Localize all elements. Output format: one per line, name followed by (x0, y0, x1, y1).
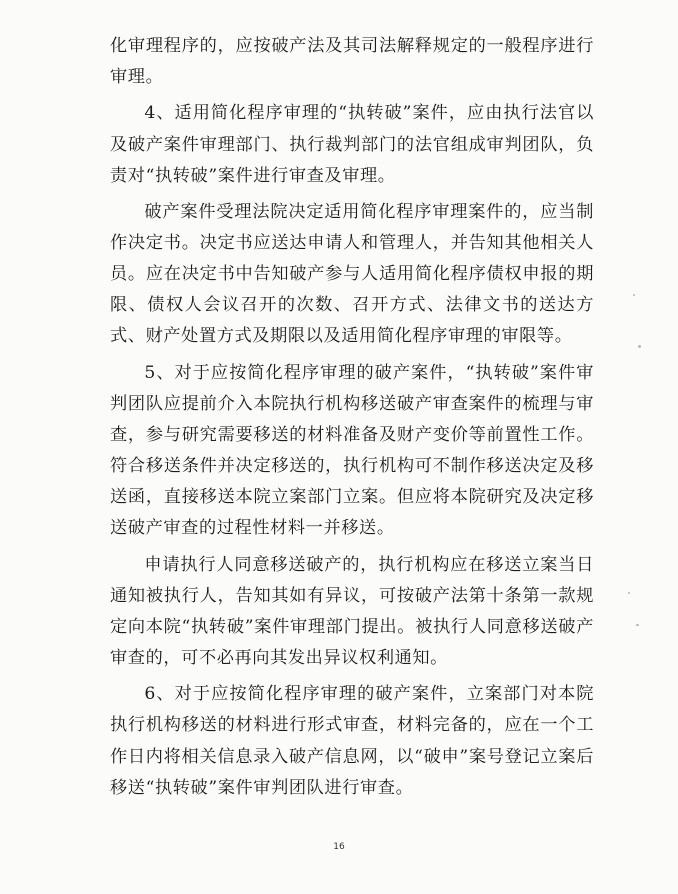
paragraph-4: 5、对于应按简化程序审理的破产案件，“执转破”案件审判团队应提前介入本院执行机构移送破产审查案件的梳理与审查，参与研究需要移送的材料准备及财产变价等前置性工作。符合移送条件并决定移送的，执行机构可不制作移送决定及移送函，直接移送本院立案部门立案。但应将本院研究及决定移送破产审查的过程性材料一并移送。 (110, 362, 594, 539)
paragraph-3: 破产案件受理法院决定适用简化程序审理案件的，应当制作决定书。决定书应送达申请人和管理人，并告知其他相关人员。应在决定书中告知破产参与人适用简化程序债权申报的期限、债权人会议召开的次数、召开方式、法律文书的送达方式、财产处置方式及期限以及适用简化程序审理的审限等。 (110, 202, 594, 347)
scan-speck (638, 345, 641, 348)
scan-speck (628, 592, 630, 594)
paragraph-6: 6、对于应按简化程序审理的破产案件，立案部门对本院执行机构移送的材料进行形式审查，材料完备的，应在一个工作日内将相关信息录入破产信息网，以“破申”案号登记立案后移送“执转破”案件审判团队进行审查。 (110, 684, 594, 798)
paragraph-5: 申请执行人同意移送破产的，执行机构应在移送立案当日通知被执行人，告知其如有异议，可按破产法第十条第一款规定向本院“执转破”案件审理部门提出。被执行人同意移送破产审查的，可不必再向其发出异议权利通知。 (110, 554, 594, 668)
paragraph-2: 4、适用简化程序审理的“执转破”案件，应由执行法官以及破产案件审理部门、执行裁判部门的法官组成审判团队，负责对“执转破”案件进行审查及审理。 (110, 103, 594, 186)
page-number: 16 (333, 842, 345, 852)
body-text (110, 31, 594, 804)
paragraph-1: 化审理程序的，应按破产法及其司法解释规定的一般程序进行审理。 (110, 36, 594, 88)
scan-speck (633, 294, 635, 296)
scan-speck (636, 624, 639, 626)
